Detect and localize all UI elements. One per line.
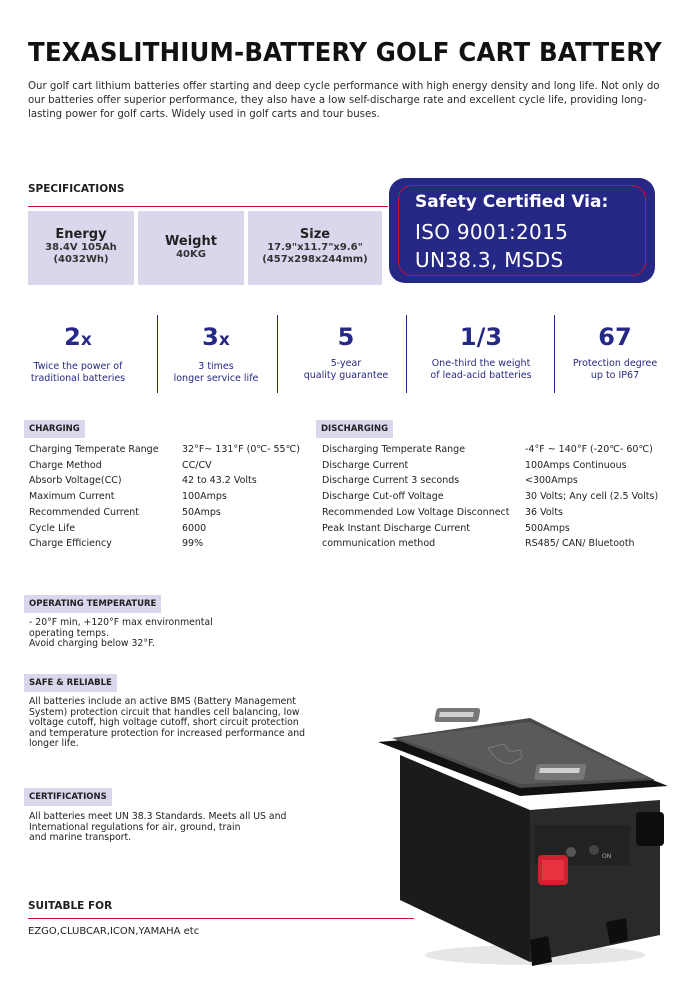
stat-life-number: 3 (202, 323, 219, 351)
charging-key: Charging Temperate Range (29, 444, 159, 455)
stat-ip-desc1: Protection degree (572, 358, 658, 369)
discharging-key: Discharge Current 3 seconds (322, 475, 460, 487)
operating-line: Avoid charging below 32°F. (29, 638, 155, 650)
discharging-key: Discharge Cut-off Voltage (322, 491, 444, 503)
charging-value: 42 to 43.2 Volts (182, 475, 257, 487)
stat-life-desc2: longer service life (173, 373, 259, 384)
specifications-rule (28, 206, 388, 207)
charging-values (182, 442, 312, 552)
safe-line: All batteries include an active BMS (Battery Management (29, 696, 296, 707)
charging-value: 50Amps (182, 506, 221, 518)
cert-iso: ISO 9001:2015 (415, 220, 569, 244)
cert-un: UN38.3, MSDS (415, 248, 564, 272)
discharging-keys (322, 442, 522, 552)
stat-guarantee-desc2: quality guarantee (303, 370, 389, 381)
spec-size-value-2: (457x298x244mm) (262, 254, 368, 265)
operating-temperature-text (29, 618, 329, 650)
stat-divider (406, 315, 407, 393)
page-title: TEXASLITHIUM-BATTERY GOLF CART BATTERY (28, 38, 662, 68)
operating-line: operating temps. (29, 627, 109, 639)
discharging-value: 500Amps (525, 522, 570, 534)
spec-weight-value: 40KG (176, 249, 206, 260)
spec-weight-title: Weight (165, 234, 217, 249)
charging-key: Cycle Life (29, 522, 76, 534)
spec-size-value: 17.9"x11.7"x9.6" (267, 242, 363, 253)
battery-image (370, 700, 670, 975)
discharging-values (525, 442, 695, 552)
certifications-label: CERTIFICATIONS (24, 788, 112, 806)
charging-key: Absorb Voltage(CC) (29, 475, 122, 487)
charging-key: Charge Efficiency (29, 538, 112, 550)
safety-certified-title: Safety Certified Via: (415, 192, 609, 212)
charging-label: CHARGING (24, 420, 85, 438)
svg-text:ON: ON (602, 853, 612, 860)
stat-divider (554, 315, 555, 393)
discharging-value: RS485/ CAN/ Bluetooth (525, 538, 635, 550)
stat-power-desc2: traditional batteries (30, 373, 126, 384)
spec-size-box (248, 211, 382, 285)
stat-ip (560, 322, 670, 382)
charging-value: CC/CV (182, 459, 212, 471)
discharging-value: 30 Volts; Any cell (2.5 Volts) (525, 491, 659, 503)
discharging-key: communication method (322, 538, 436, 550)
certifications-text (29, 812, 339, 844)
charging-value: 99% (182, 538, 204, 550)
charging-value: 100Amps (182, 491, 227, 503)
discharging-label: DISCHARGING (316, 420, 393, 438)
stat-ip-desc2: up to IP67 (590, 370, 640, 381)
intro-paragraph: Our golf cart lithium batteries offer starting and deep cycle performance with high energy density and long life. Not only do our batteries offer superior performance, they also have a low self-discharge rate and excellent cycle life, providing long-lasting power for golf carts. Widely used in golf carts and tour buses. (28, 81, 660, 120)
safe-line: and temperature protection for increased performance and (29, 727, 306, 739)
discharging-value: <300Amps (525, 475, 578, 487)
safe-line: longer life. (29, 738, 79, 750)
charging-value: 6000 (182, 522, 207, 534)
discharging-value: 100Amps Continuous (525, 459, 627, 471)
stat-life-suffix: x (218, 330, 230, 350)
spec-energy-value: 38.4V 105Ah (45, 242, 117, 253)
discharging-value: 36 Volts (525, 506, 563, 518)
cert-line: All batteries meet UN 38.3 Standards. Meets all US and (29, 811, 287, 822)
stat-ip-number: 67 (598, 323, 632, 351)
specifications-heading: SPECIFICATIONS (28, 183, 125, 195)
operating-temperature-label: OPERATING TEMPERATURE (24, 595, 161, 613)
suitable-for-text: EZGO,CLUBCAR,ICON,YAMAHA etc (28, 926, 200, 937)
spec-energy-value-2: (4032Wh) (53, 254, 109, 265)
charging-key: Recommended Current (29, 506, 140, 518)
safe-reliable-text (29, 697, 339, 750)
stat-weight (420, 322, 542, 382)
discharging-value: -4°F ~ 140°F (-20℃- 60℃) (525, 444, 653, 455)
safe-line: System) protection circuit that handles cell balancing, low (29, 706, 300, 718)
operating-line: - 20°F min, +120°F max environmental (29, 617, 213, 628)
stat-power-number: 2 (64, 323, 81, 351)
charging-key: Charge Method (29, 459, 102, 471)
stat-power-desc1: Twice the power of (33, 361, 123, 372)
charging-keys (29, 442, 179, 552)
stat-weight-desc1: One-third the weight (431, 358, 531, 369)
safe-reliable-label: SAFE & RELIABLE (24, 674, 117, 692)
discharging-key: Peak Instant Discharge Current (322, 522, 470, 534)
suitable-for-heading: SUITABLE FOR (28, 900, 113, 912)
charging-key: Maximum Current (29, 491, 115, 503)
discharging-key: Discharge Current (322, 459, 409, 471)
spec-energy-title: Energy (55, 227, 107, 242)
stat-guarantee-desc1: 5-year (330, 358, 362, 369)
cert-line: International regulations for air, ground, train (29, 821, 241, 833)
suitable-for-rule (28, 918, 414, 919)
stat-weight-number: 1/3 (459, 323, 503, 351)
discharging-key: Recommended Low Voltage Disconnect (322, 506, 510, 518)
spec-energy-box (28, 211, 134, 285)
stat-guarantee (290, 322, 402, 382)
safe-line: voltage cutoff, high voltage cutoff, short circuit protection (29, 717, 299, 729)
stat-power (22, 322, 134, 385)
stat-guarantee-number: 5 (337, 323, 355, 351)
stat-life (160, 322, 272, 385)
stat-divider (277, 315, 278, 393)
stat-weight-desc2: of lead-acid batteries (430, 370, 532, 381)
stat-divider (157, 315, 158, 393)
discharging-key: Discharging Temperate Range (322, 444, 466, 455)
charging-value: 32°F~ 131°F (0℃- 55℃) (182, 444, 300, 455)
stat-power-suffix: x (80, 330, 92, 350)
stat-life-desc1: 3 times (198, 361, 234, 372)
spec-weight-box (138, 211, 244, 285)
spec-size-title: Size (299, 227, 331, 242)
cert-line: and marine transport. (29, 832, 132, 844)
